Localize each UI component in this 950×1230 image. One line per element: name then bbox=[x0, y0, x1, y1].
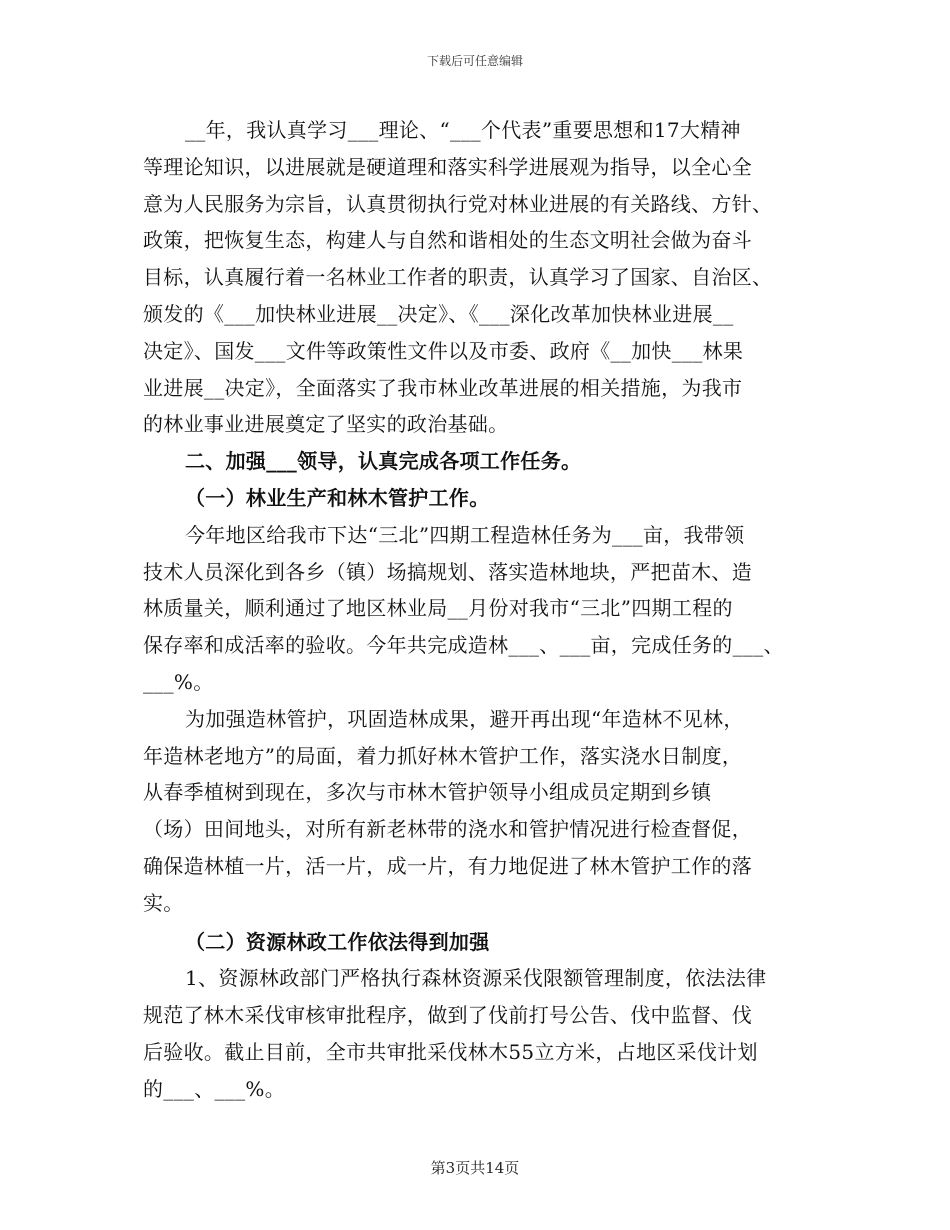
paragraph-line: 年造林老地方”的局面，着力抓好林木管护工作，落实浇水日制度， bbox=[143, 743, 743, 768]
paragraph-line: 颁发的《___加快林业进展__决定》、《___深化改革加快林业进展__ bbox=[143, 301, 734, 326]
subsection-heading: （一）林业生产和林木管护工作。 bbox=[185, 485, 490, 510]
paragraph-line: 从春季植树到现在，多次与市林木管护领导小组成员定期到乡镇 bbox=[143, 780, 712, 805]
paragraph-line: 目标，认真履行着一名林业工作者的职责，认真学习了国家、自治区、 bbox=[143, 265, 773, 290]
paragraph-line: 林质量关，顺利通过了地区林业局__月份对我市“三北”四期工程的 bbox=[143, 596, 733, 621]
paragraph-line: 今年地区给我市下达“三北”四期工程造林任务为___亩，我带领 bbox=[185, 522, 745, 547]
paragraph-line: 的___、___%。 bbox=[143, 1076, 286, 1101]
paragraph-line: 实。 bbox=[143, 890, 184, 915]
paragraph-line: 确保造林植一片，活一片，成一片，有力地促进了林木管护工作的落 bbox=[143, 853, 752, 878]
paragraph-line: 后验收。截止目前，全市共审批采伐林木55立方米，占地区采伐计划 bbox=[143, 1039, 758, 1064]
section-heading: 二、加强___领导，认真完成各项工作任务。 bbox=[185, 449, 582, 474]
paragraph-line: 规范了林木采伐审核审批程序，做到了伐前打号公告、伐中监督、伐 bbox=[143, 1003, 752, 1028]
subsection-heading: （二）资源林政工作依法得到加强 bbox=[185, 929, 490, 954]
paragraph-line: 政策，把恢复生态，构建人与自然和谐相处的生态文明社会做为奋斗 bbox=[143, 228, 752, 253]
paragraph-line: 业进展__决定》，全面落实了我市林业改革进展的相关措施，为我市 bbox=[143, 375, 743, 400]
paragraph-line: 的林业事业进展奠定了坚实的政治基础。 bbox=[143, 412, 509, 437]
paragraph-line: （场）田间地头，对所有新老林带的浇水和管护情况进行检查督促， bbox=[143, 817, 752, 842]
paragraph-line: 保存率和成活率的验收。今年共完成造林___、___亩，完成任务的___、 bbox=[143, 633, 784, 658]
paragraph-line: ___%。 bbox=[143, 669, 214, 694]
paragraph-line: 决定》、国发___文件等政策性文件以及市委、政府《__加快___林果 bbox=[143, 338, 744, 363]
paragraph-line: 等理论知识，以进展就是硬道理和落实科学进展观为指导，以全心全 bbox=[143, 154, 752, 179]
paragraph-line: 技术人员深化到各乡（镇）场搞规划、落实造林地块，严把苗木、造 bbox=[143, 559, 752, 584]
document-body bbox=[143, 112, 811, 1108]
paragraph-line: 意为人民服务为宗旨，认真贯彻执行党对林业进展的有关路线、方针、 bbox=[143, 191, 773, 216]
paragraph-line: 为加强造林管护，巩固造林成果，避开再出现“年造林不见林， bbox=[185, 706, 744, 731]
page-footer: 第3页共14页 bbox=[430, 1159, 520, 1177]
paragraph-line: __年，我认真学习___理论、“___个代表”重要思想和17大精神 bbox=[185, 118, 741, 142]
paragraph-line: 1、资源林政部门严格执行森林资源采伐限额管理制度，依法法律 bbox=[185, 966, 767, 991]
page-header: 下载后可任意编辑 bbox=[426, 54, 523, 68]
